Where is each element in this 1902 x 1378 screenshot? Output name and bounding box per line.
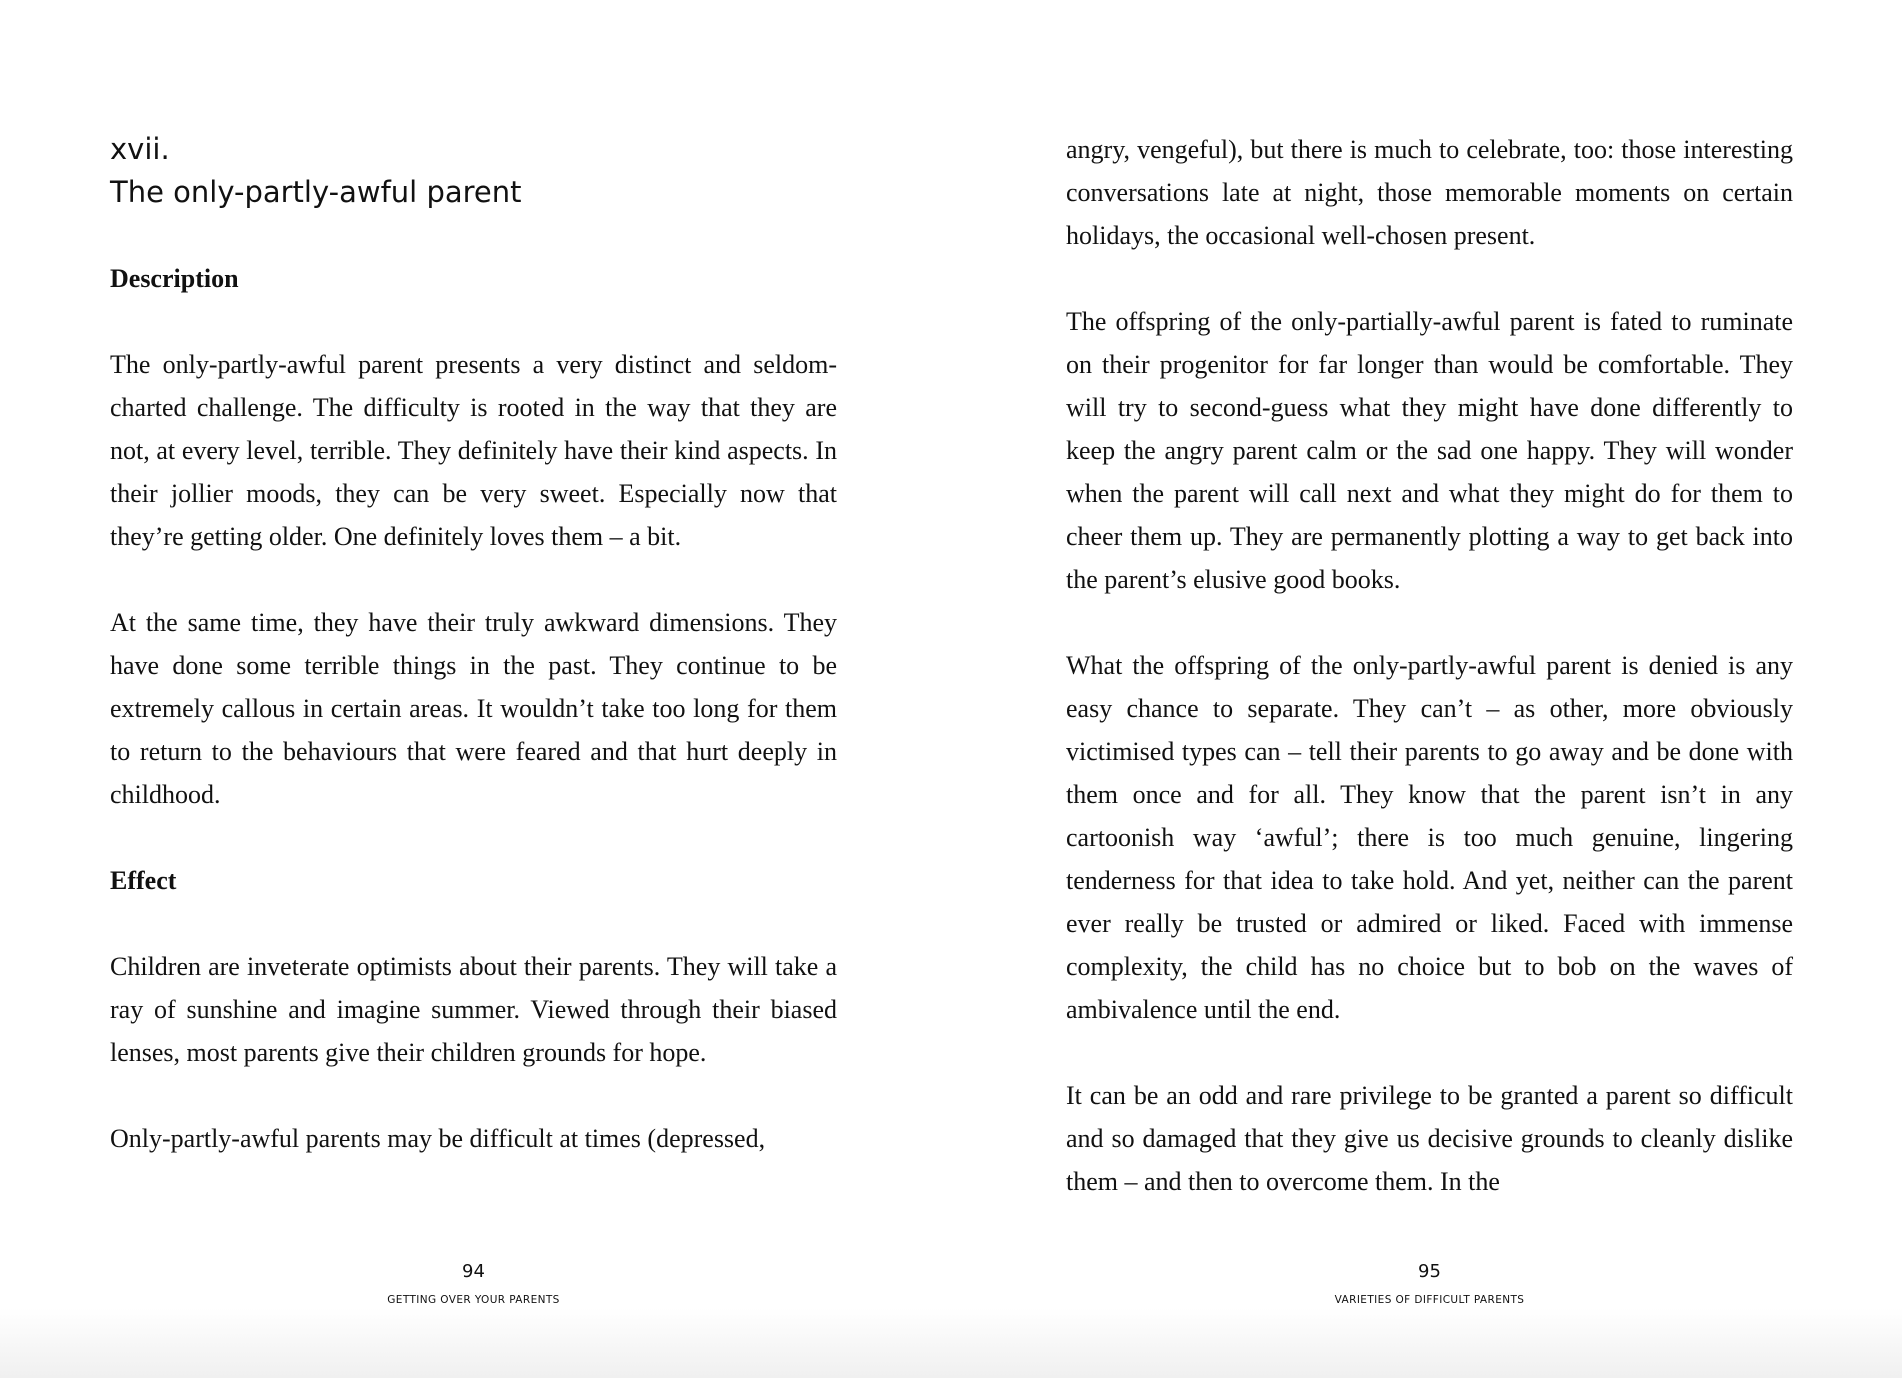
description-heading: Description [110,264,239,293]
left-page-footer [110,1260,837,1310]
page-number: 94 [462,1261,485,1282]
page-number: 95 [1418,1261,1441,1282]
chapter-title: The only-partly-awful parent [110,175,522,209]
left-page [110,128,837,1160]
description-paragraph: At the same time, they have their truly awkward dimensions. They have done some terrible things in the past. They continue to be extremely callous in certain areas. It wouldn’t take too long for them to return to the behaviours that were feared and that hurt deeply in childhood. [110,608,837,809]
running-head: GETTING OVER YOUR PARENTS [387,1294,560,1306]
body-paragraph: angry, vengeful), but there is much to celebrate, too: those interesting conversations late at night, those memorable moments on certain holidays, the occasional well-chosen present. [1066,135,1793,250]
running-head: VARIETIES OF DIFFICULT PARENTS [1334,1294,1525,1306]
body-paragraph: What the offspring of the only-partly-awful parent is denied is any easy chance to separate. They can’t – as other, more obviously victimised types can – tell their parents to go away and be done with them once and for all. They know that the parent isn’t in any cartoonish way ‘awful’; there is too much genuine, lingering tenderness for that idea to take hold. And yet, neither can the parent ever really be trusted or admired or liked. Faced with immense complexity, the child has no choice but to bob on the waves of ambivalence until the end. [1066,651,1793,1024]
effect-paragraph: Children are inveterate optimists about their parents. They will take a ray of sunshine and imagine summer. Viewed through their biased lenses, most parents give their children grounds for hope. [110,952,837,1067]
right-page-footer [1066,1260,1793,1310]
effect-heading: Effect [110,866,177,895]
body-paragraph: It can be an odd and rare privilege to be granted a parent so difficult and so damaged that they give us decisive grounds to cleanly dislike them – and then to overcome them. In the [1066,1081,1793,1196]
chapter-number: xvii. [110,132,170,166]
page-bottom-shadow [0,1308,1902,1378]
right-page [1066,128,1793,1203]
effect-paragraph: Only-partly-awful parents may be difficult at times (depressed, [110,1124,766,1153]
body-paragraph: The offspring of the only-partially-awful parent is fated to ruminate on their progenitor for far longer than would be comfortable. They will try to second-guess what they might have done differently to keep the angry parent calm or the sad one happy. They will wonder when the parent will call next and what they might do for them to cheer them up. They are permanently plotting a way to get back into the parent’s elusive good books. [1066,307,1793,594]
description-paragraph: The only-partly-awful parent presents a very distinct and seldom-charted challenge. The difficulty is rooted in the way that they are not, at every level, terrible. They definitely have their kind aspects. In their jollier moods, they can be very sweet. Especially now that they’re getting older. One definitely loves them – a bit. [110,350,837,551]
